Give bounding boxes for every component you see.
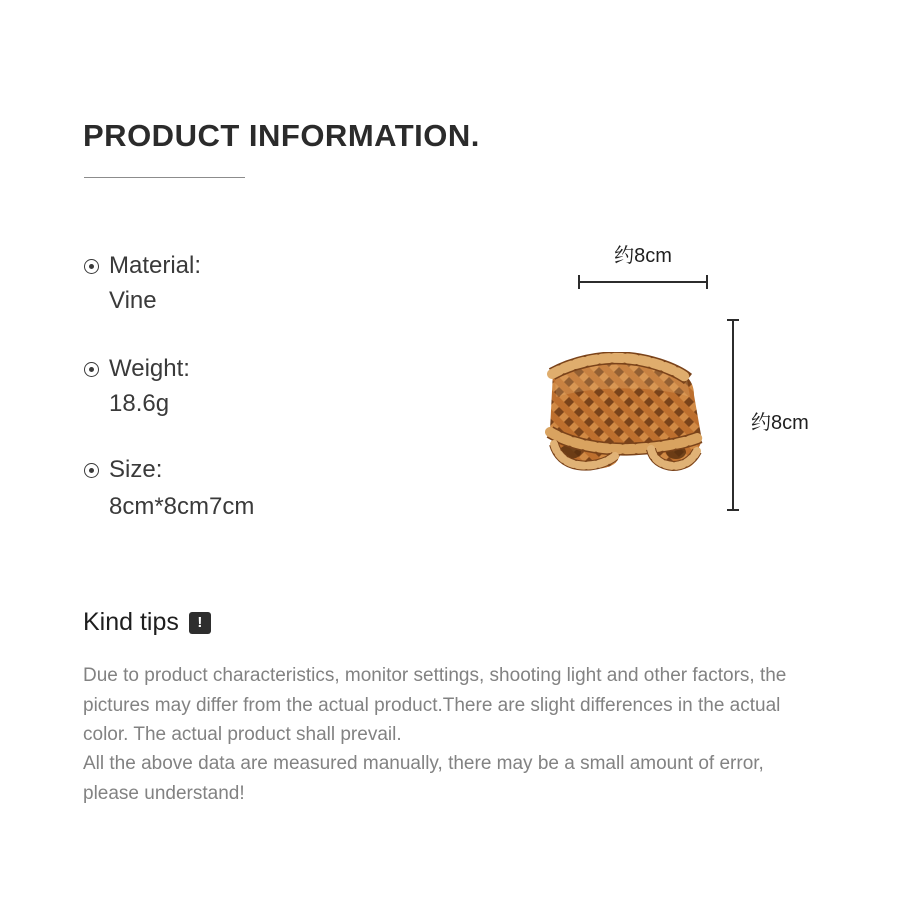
tip-paragraph: Due to product characteristics, monitor settings, shooting light and other factors, the pictures may differ from the actual product.There are slight differences in the actual color. The actual product shall prevail. bbox=[83, 665, 787, 745]
radio-bullet-icon bbox=[84, 362, 99, 377]
dimension-tick bbox=[727, 509, 739, 511]
bullet-dot bbox=[89, 264, 94, 269]
spec-value: 8cm*8cm7cm bbox=[109, 493, 255, 520]
radio-bullet-icon bbox=[84, 259, 99, 274]
spec-item-size bbox=[84, 453, 254, 524]
bullet-dot bbox=[89, 367, 94, 372]
exclamation-box-icon bbox=[189, 612, 211, 634]
spec-label: Material: bbox=[109, 252, 202, 279]
dimension-tick bbox=[727, 319, 739, 321]
exclamation-glyph: ! bbox=[197, 614, 203, 631]
kind-tips-label: Kind tips bbox=[83, 608, 179, 636]
width-dimension-line bbox=[578, 281, 708, 283]
title-underline bbox=[84, 177, 245, 178]
dimension-tick bbox=[706, 275, 708, 289]
height-dimension-label: 约8cm bbox=[751, 412, 809, 434]
spec-label: Weight: bbox=[109, 355, 190, 382]
spec-item-weight bbox=[84, 352, 190, 421]
dimension-tick bbox=[578, 275, 580, 289]
product-image bbox=[540, 352, 710, 474]
height-dimension-line bbox=[732, 319, 734, 511]
kind-tips-heading bbox=[83, 608, 211, 637]
spec-value: Vine bbox=[109, 287, 157, 314]
bullet-dot bbox=[89, 468, 94, 473]
page-title: PRODUCT INFORMATION. bbox=[83, 118, 480, 153]
width-dimension-label: 约8cm bbox=[614, 245, 672, 267]
tip-paragraph: All the above data are measured manually, there may be a small amount of error, please understand! bbox=[83, 753, 764, 804]
spec-label: Size: bbox=[109, 456, 163, 483]
spec-item-material bbox=[84, 249, 201, 318]
spec-value: 18.6g bbox=[109, 390, 170, 417]
radio-bullet-icon bbox=[84, 463, 99, 478]
